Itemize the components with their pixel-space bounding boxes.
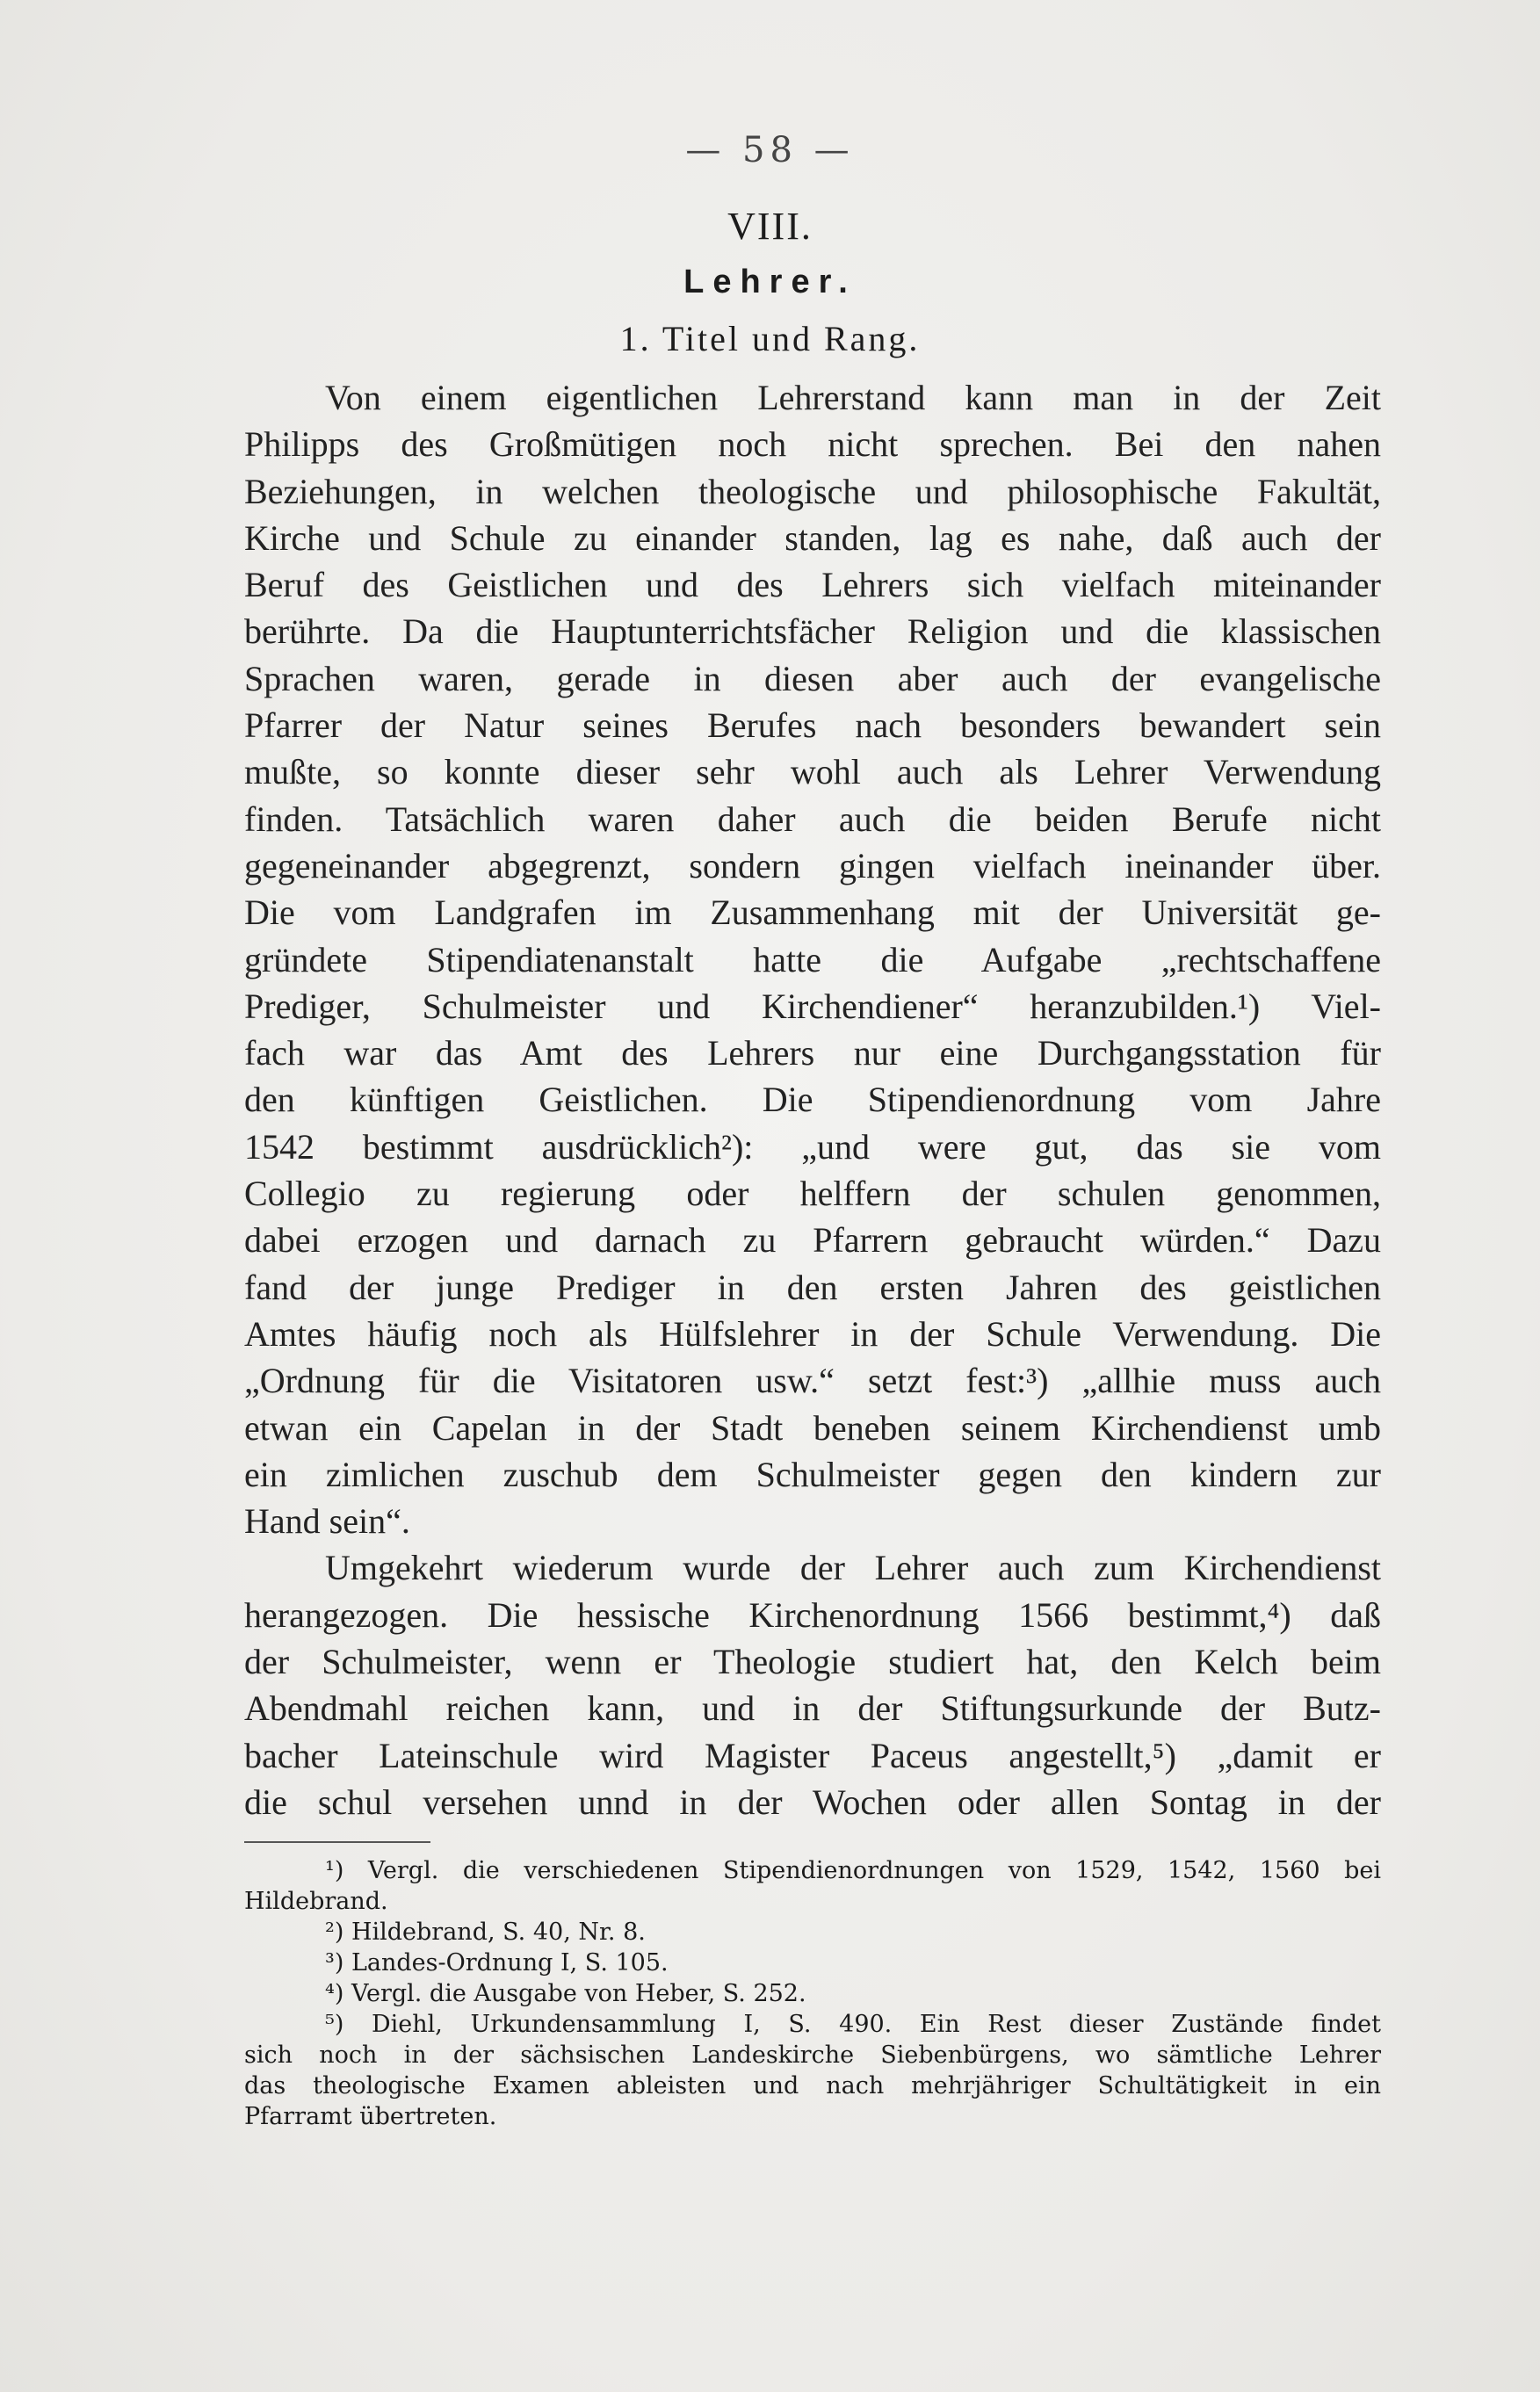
footnote-line: Pfarramt übertreten.: [244, 2103, 497, 2130]
footnote-line: ⁴) Vergl. die Ausgabe von Heber, S. 252.: [325, 1980, 806, 2007]
body-line: Beruf des Geistlichen und des Lehrers sich vielfach miteinander: [244, 565, 1381, 605]
footnotes: [244, 1855, 1381, 2132]
footnote-divider: [244, 1841, 430, 1843]
body-line: berührte. Da die Hauptunterrichtsfächer Religion und die klassischen: [244, 611, 1381, 652]
body-line: Pfarrer der Natur seines Berufes nach besonders bewandert sein: [244, 705, 1381, 746]
body-line: Beziehungen, in welchen theologische und philosophische Fakultät,: [244, 471, 1381, 511]
footnote-line: ²) Hildebrand, S. 40, Nr. 8.: [325, 1919, 646, 1946]
body-line: den künftigen Geistlichen. Die Stipendienordnung vom Jahre: [244, 1080, 1381, 1120]
footnote-line: ⁵) Diehl, Urkundensammlung I, S. 490. Ein Rest dieser Zustände findet: [325, 2011, 1381, 2038]
body-line: finden. Tatsächlich waren daher auch die beiden Berufe nicht: [244, 799, 1381, 839]
body-line: Von einem eigentlichen Lehrerstand kann man in der Zeit: [325, 378, 1381, 417]
footnote-line: Hildebrand.: [244, 1888, 388, 1915]
body-line: bacher Lateinschule wird Magister Paceus angestellt,⁵) „damit er: [244, 1735, 1381, 1775]
body-line: Amtes häufig noch als Hülfslehrer in der Schule Verwendung. Die: [244, 1313, 1381, 1354]
body-line: Abendmahl reichen kann, und in der Stiftungsurkunde der Butz-: [244, 1688, 1381, 1729]
body-line: Sprachen waren, gerade in diesen aber auch der evangelische: [244, 658, 1381, 698]
body-line: Umgekehrt wiederum wurde der Lehrer auch zum Kirchendienst: [325, 1548, 1381, 1588]
body-line: Philipps des Großmütigen noch nicht sprechen. Bei den nahen: [244, 424, 1381, 465]
body-line: die schul versehen unnd in der Wochen oder allen Sontag in der: [244, 1781, 1381, 1822]
footnote-line: ¹) Vergl. die verschiedenen Stipendienordnungen von 1529, 1542, 1560 bei: [325, 1857, 1381, 1884]
body-line: gegeneinander abgegrenzt, sondern gingen vielfach ineinander über.: [244, 845, 1381, 885]
body-line: gründete Stipendiatenanstalt hatte die Aufgabe „rechtschaffene: [244, 939, 1381, 979]
section-heading: 1. Titel und Rang.: [619, 319, 921, 358]
body-line: Kirche und Schule zu einander standen, lag es nahe, daß auch der: [244, 517, 1381, 558]
footnote-line: sich noch in der sächsischen Landeskirche Siebenbürgens, wo sämtliche Lehrer: [244, 2042, 1381, 2069]
body-line: fach war das Amt des Lehrers nur eine Durchgangsstation für: [244, 1033, 1381, 1073]
body-line: ein zimlichen zuschub dem Schulmeister gegen den kindern zur: [244, 1454, 1381, 1494]
footnote-line: das theologische Examen ableisten und nach mehrjähriger Schultätigkeit in ein: [244, 2072, 1381, 2099]
body-line: Hand sein“.: [244, 1501, 410, 1542]
body-line: herangezogen. Die hessische Kirchenordnung 1566 bestimmt,⁴) daß: [244, 1594, 1381, 1635]
body-line: Collegio zu regierung oder helffern der schulen genommen,: [244, 1174, 1381, 1214]
chapter-title: Lehrer.: [683, 264, 857, 300]
body-line: Die vom Landgrafen im Zusammenhang mit der Universität ge-: [244, 892, 1381, 933]
chapter-number: VIII.: [727, 205, 813, 248]
body-line: „Ordnung für die Visitatoren usw.“ setzt fest:³) „allhie muss auch: [244, 1361, 1381, 1401]
body-line: der Schulmeister, wenn er Theologie studiert hat, den Kelch beim: [244, 1642, 1381, 1682]
page-number: — 58 —: [685, 130, 855, 170]
body-line: 1542 bestimmt ausdrücklich²): „und were gut, das sie vom: [244, 1126, 1381, 1167]
body-line: etwan ein Capelan in der Stadt beneben seinem Kirchendienst umb: [244, 1407, 1381, 1448]
body-line: dabei erzogen und darnach zu Pfarrern gebraucht würden.“ Dazu: [244, 1220, 1381, 1261]
footnote-line: ³) Landes-Ordnung I, S. 105.: [325, 1949, 669, 1976]
body-text: [244, 374, 1381, 1825]
body-line: mußte, so konnte dieser sehr wohl auch als Lehrer Verwendung: [244, 752, 1381, 792]
body-line: fand der junge Prediger in den ersten Jahren des geistlichen: [244, 1267, 1381, 1307]
body-line: Prediger, Schulmeister und Kirchendiener“ heranzubilden.¹) Viel-: [244, 986, 1381, 1026]
